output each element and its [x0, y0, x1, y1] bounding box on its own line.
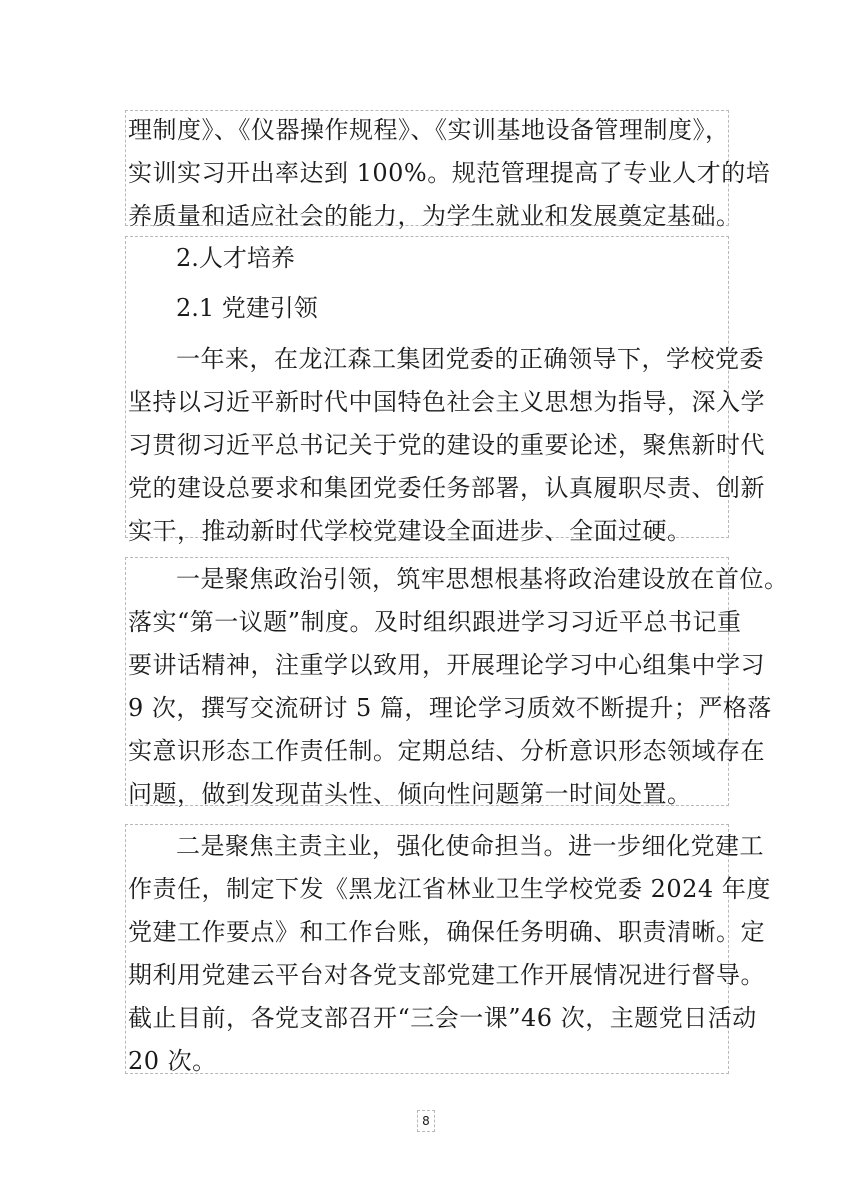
- paragraph-main-responsibility: [125, 824, 771, 1075]
- text-line: 问题，做到发现苗头性、倾向性问题第一时间处置。: [128, 780, 692, 808]
- text-line: 坚持以习近平新时代中国特色社会主义思想为指导，深入学: [128, 388, 765, 416]
- page-number: 8: [417, 1110, 435, 1132]
- section-talent-training: [125, 236, 765, 545]
- text-line: 9 次，撰写交流研讨 5 篇，理论学习质效不断提升；严格落: [128, 694, 772, 722]
- text-line: 党的建设总要求和集团党委任务部署，认真履职尽责、创新: [128, 474, 765, 502]
- text-line: 实训实习开出率达到 100%。规范管理提高了专业人才的培: [128, 159, 771, 187]
- text-line: 实干，推动新时代学校党建设全面进步、全面过硬。: [128, 517, 692, 545]
- section-heading: 2.人才培养: [176, 244, 295, 272]
- text-line: 作责任，制定下发《黑龙江省林业卫生学校党委 2024 年度: [128, 875, 771, 903]
- paragraph-continuation: [125, 110, 771, 230]
- text-line: 习贯彻习近平总书记关于党的建设的重要论述，聚焦新时代: [128, 431, 765, 459]
- text-line: 20 次。: [128, 1047, 217, 1075]
- text-line: 养质量和适应社会的能力，为学生就业和发展奠定基础。: [128, 202, 741, 230]
- text-line: 截止目前，各党支部召开“三会一课”46 次，主题党日活动: [128, 1004, 757, 1032]
- text-line: 期利用党建云平台对各党支部党建工作开展情况进行督导。: [128, 961, 765, 989]
- text-line: 二是聚焦主责主业，强化使命担当。进一步细化党建工: [176, 832, 764, 860]
- text-line: 一是聚焦政治引领，筑牢思想根基将政治建设放在首位。: [176, 565, 789, 593]
- subsection-heading: 2.1 党建引领: [176, 294, 318, 322]
- text-line: 党建工作要点》和工作台账，确保任务明确、职责清晰。定: [128, 918, 765, 946]
- paragraph-political-guidance: [125, 557, 789, 808]
- text-line: 落实“第一议题”制度。及时组织跟进学习习近平总书记重: [128, 608, 742, 636]
- text-line: 理制度》、《仪器操作规程》、《实训基地设备管理制度》，: [128, 116, 730, 144]
- text-line: 实意识形态工作责任制。定期总结、分析意识形态领域存在: [128, 737, 765, 765]
- text-line: 要讲话精神，注重学以致用，开展理论学习中心组集中学习: [128, 651, 765, 679]
- text-line: 一年来，在龙江森工集团党委的正确领导下，学校党委: [176, 345, 764, 373]
